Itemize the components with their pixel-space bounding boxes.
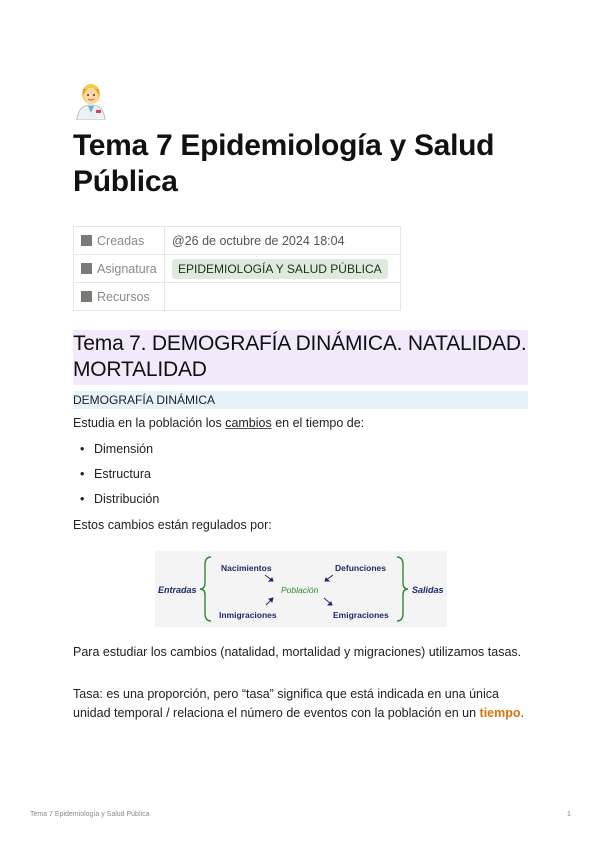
cambios-link[interactable]: cambios xyxy=(225,416,272,430)
properties-table xyxy=(73,226,401,311)
property-row-recursos xyxy=(74,283,401,311)
defunciones-label: Defunciones xyxy=(335,563,387,573)
property-row-asignatura xyxy=(74,255,401,283)
population-changes-diagram xyxy=(155,551,447,627)
subsection-heading: DEMOGRAFÍA DINÁMICA xyxy=(73,391,528,409)
property-value-date[interactable]: @26 de octubre de 2024 18:04 xyxy=(165,227,401,255)
property-icon xyxy=(81,291,92,302)
nacimientos-label: Nacimientos xyxy=(221,563,272,573)
rates-paragraph: Para estudiar los cambios (natalidad, mortalidad y migraciones) utilizamos tasas. xyxy=(73,645,522,659)
property-key: Creadas xyxy=(97,233,145,248)
list-item: • Estructura xyxy=(80,465,151,484)
property-icon xyxy=(81,263,92,274)
tasa-paragraph: Tasa: es una proporción, pero “tasa” significa que está indicada en una única unidad temporal / relaciona el número de eventos con la población en un tiempo. xyxy=(73,687,524,720)
regulated-paragraph: Estos cambios están regulados por: xyxy=(73,518,272,532)
entradas-label: Entradas xyxy=(158,585,197,595)
emigraciones-label: Emigraciones xyxy=(333,610,389,620)
property-key: Asignatura xyxy=(97,261,157,276)
inmigraciones-label: Inmigraciones xyxy=(219,610,277,620)
list-item: • Dimensión xyxy=(80,440,153,459)
property-key: Recursos xyxy=(97,289,150,304)
property-row-creadas xyxy=(74,227,401,255)
page-title: Tema 7 Epidemiología y Salud Pública xyxy=(73,129,495,198)
list-item: • Distribución xyxy=(80,490,159,509)
subject-tag[interactable]: EPIDEMIOLOGÍA Y SALUD PÚBLICA xyxy=(172,259,388,279)
property-value-recursos[interactable] xyxy=(165,283,401,311)
poblacion-label: Población xyxy=(281,585,319,595)
tiempo-highlight: tiempo xyxy=(479,706,521,720)
intro-paragraph: Estudia en la población los cambios en el tiempo de: xyxy=(73,416,365,430)
property-icon xyxy=(81,235,92,246)
footer-page-number: 1 xyxy=(567,811,571,818)
salidas-label: Salidas xyxy=(412,585,444,595)
health-worker-emoji-icon xyxy=(74,80,108,120)
section-heading: Tema 7. DEMOGRAFÍA DINÁMICA. NATALIDAD. MORTALIDAD xyxy=(73,330,528,385)
footer-title: Tema 7 Epidemiología y Salud Pública xyxy=(30,811,150,818)
